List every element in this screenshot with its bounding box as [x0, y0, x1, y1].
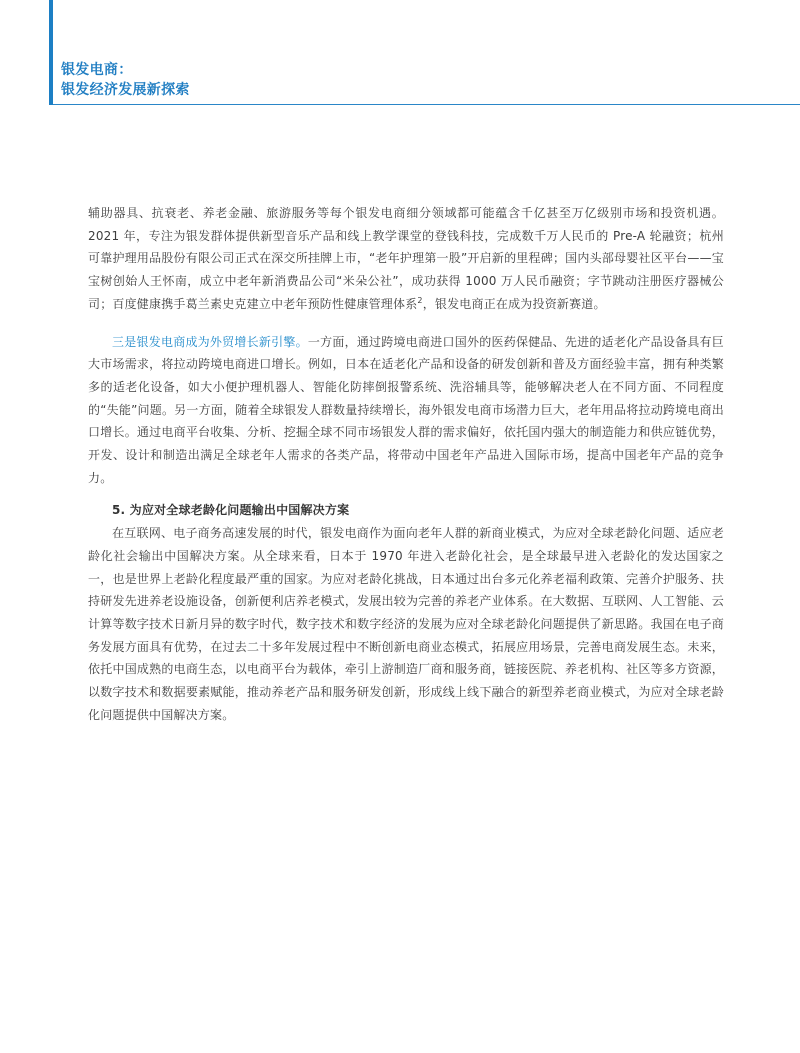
footnote-marker: 2 — [417, 295, 423, 305]
header-accent-bar — [49, 0, 53, 105]
paragraph-investment-text: 辅助器具、抗衰老、养老金融、旅游服务等每个银发电商细分领域都可能蕴含千亿甚至万亿级别市场和投资机遇。2021 年，专注为银发群体提供新型音乐产品和线上教学课堂的登钱科技，完成数千万人民币的 Pre-A 轮融资；杭州可靠护理用品股份有限公司正式在深交所挂牌上市，“老年护理第一股”开启新的里程碑；国内头部母婴社区平台——宝宝树创始人王怀南，成立中老年新消费品公司“米朵公社”，成功获得 1000 万人民币融资；字节跳动注册医疗器械公司；百度健康携手葛兰素史克建立中老年预防性健康管理体系 — [88, 206, 724, 311]
header-title-line-1: 银发电商： — [61, 62, 133, 78]
page-header-title — [61, 60, 190, 100]
paragraph-china-solution: 在互联网、电子商务高速发展的时代，银发电商作为面向老年人群的新商业模式，为应对全球老龄化问题、适应老龄化社会输出中国解决方案。从全球来看，日本于 1970 年进入老龄化社会，是全球最早进入老龄化的发达国家之一，也是世界上老龄化程度最严重的国家。为应对老龄化挑战，日本通过出台多元化养老福利政策、完善介护服务、扶持研发先进养老设施设备，创新便利店养老模式，发展出较为完善的养老产业体系。在大数据、互联网、人工智能、云计算等数字技术日新月异的数字时代，数字技术和数字经济的发展为应对全球老龄化问题提供了新思路。我国在电子商务发展方面具有优势，在过去二十多年发展过程中不断创新电商业态模式，拓展应用场景，完善电商发展生态。未来，依托中国成熟的电商生态，以电商平台为载体，牵引上游制造厂商和服务商，链接医院、养老机构、社区等多方资源，以数字技术和数据要素赋能，推动养老产品和服务研发创新，形成线上线下融合的新型养老商业模式，为应对全球老龄化问题提供中国解决方案。 — [88, 526, 724, 722]
paragraph-foreign-trade — [88, 331, 724, 490]
header-title-line-2: 银发经济发展新探索 — [61, 82, 190, 98]
paragraph-foreign-trade-text: 一方面，通过跨境电商进口国外的医药保健品、先进的适老化产品设备具有巨大市场需求，将拉动跨境电商进口增长。例如，日本在适老化产品和设备的研发创新和普及方面经验丰富，拥有种类繁多的适老化设备，如大小便护理机器人、智能化防摔倒报警系统、洗浴辅具等，能够解决老人在不同方面、不同程度的“失能”问题。另一方面，随着全球银发人群数量持续增长，海外银发电商市场潜力巨大，老年用品将拉动跨境电商出口增长。通过电商平台收集、分析、挖掘全球不同市场银发人群的需求偏好，依托国内强大的制造能力和供应链优势，开发、设计和制造出满足全球老年人需求的各类产品，将带动中国老年产品进入国际市场，提高中国老年产品的竞争力。 — [88, 334, 724, 485]
paragraph-investment — [88, 202, 724, 316]
document-body — [88, 202, 724, 726]
paragraph-investment-end: ，银发电商正在成为投资新赛道。 — [422, 296, 606, 311]
section-heading: 5. 为应对全球老龄化问题输出中国解决方案 — [112, 503, 350, 518]
header-divider — [53, 104, 800, 105]
highlight-lead-sentence: 三是银发电商成为外贸增长新引擎。 — [112, 334, 308, 349]
